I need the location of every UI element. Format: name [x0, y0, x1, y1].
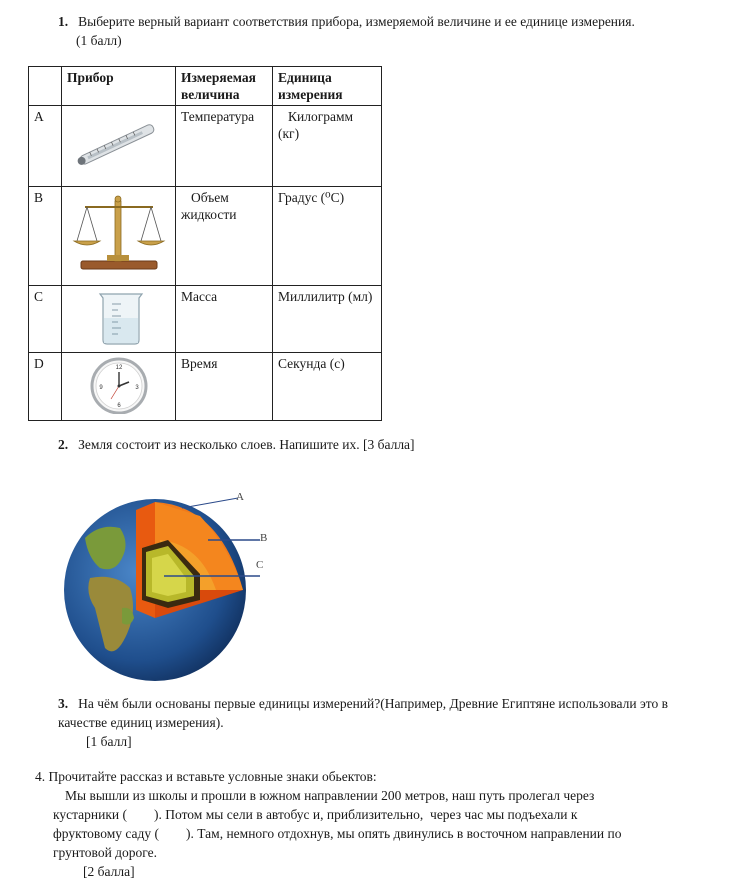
svg-text:9: 9 — [99, 385, 103, 391]
question-1 — [58, 12, 718, 50]
question-1-number: 1. — [58, 14, 69, 29]
question-3-points: [1 балл] — [86, 734, 132, 749]
row-unit: Килограмм (кг) — [273, 106, 382, 187]
question-4-line-3: фруктовому саду ( ). Там, немного отдохнув, мы опять двинулись в восточном направлении по — [53, 826, 622, 841]
earth-layers-diagram — [60, 488, 290, 688]
question-4-heading: 4. Прочитайте рассказ и вставьте условные знаки обьектов: — [35, 769, 377, 784]
measuring-beaker-image — [62, 286, 176, 353]
svg-text:6: 6 — [117, 403, 121, 409]
table-row — [29, 106, 382, 187]
layer-label-b: B — [260, 532, 268, 544]
question-4-line-4: грунтовой дороге. — [53, 845, 158, 860]
row-letter: C — [29, 286, 62, 353]
question-3-text: На чём были основаны первые единицы измерений?(Например, Древние Египтяне использовали это в качестве единиц измерения). — [58, 696, 668, 730]
matching-table — [28, 66, 382, 421]
table-header-instrument: Прибор — [62, 67, 176, 106]
table-header-unit: Единица измерения — [273, 67, 382, 106]
question-1-text: Выберите верный вариант соответствия прибора, измеряемой величине и ее единице измерения. — [78, 14, 635, 29]
question-4-line-1: Мы вышли из школы и прошли в южном направлении 200 метров, наш путь пролегал через — [65, 788, 595, 803]
question-3-number: 3. — [58, 696, 69, 711]
row-letter: A — [29, 106, 62, 187]
table-header-quantity: Измеряемая величина — [176, 67, 273, 106]
row-quantity: Объем жидкости — [176, 187, 273, 286]
question-4 — [35, 767, 715, 881]
row-unit: Миллилитр (мл) — [273, 286, 382, 353]
svg-text:3: 3 — [135, 385, 139, 391]
balance-scale-image — [62, 187, 176, 286]
row-letter: B — [29, 187, 62, 286]
table-header-letter — [29, 67, 62, 106]
table-row — [29, 187, 382, 286]
svg-text:12: 12 — [115, 365, 123, 371]
layer-label-a: A — [236, 491, 244, 503]
question-2-text: Земля состоит из несколько слоев. Напишите их. [3 балла] — [78, 437, 415, 452]
thermometer-image — [62, 106, 176, 187]
question-4-points: [2 балла] — [83, 864, 135, 879]
table-row — [29, 353, 382, 421]
row-unit: Градус (⁰С) — [273, 187, 382, 286]
question-2-number: 2. — [58, 437, 69, 452]
row-unit: Секунда (с) — [273, 353, 382, 421]
row-letter: D — [29, 353, 62, 421]
row-quantity: Масса — [176, 286, 273, 353]
row-quantity: Время — [176, 353, 273, 421]
question-1-points: (1 балл) — [76, 33, 122, 48]
clock-image — [62, 353, 176, 421]
row-quantity: Температура — [176, 106, 273, 187]
layer-label-c: C — [256, 559, 264, 571]
table-row — [29, 286, 382, 353]
question-4-line-2: кустарники ( ). Потом мы сели в автобус и, приблизительно, через час мы подъехали к — [53, 807, 578, 822]
question-3 — [58, 694, 718, 751]
table-header-row — [29, 67, 382, 106]
question-2 — [58, 437, 415, 453]
